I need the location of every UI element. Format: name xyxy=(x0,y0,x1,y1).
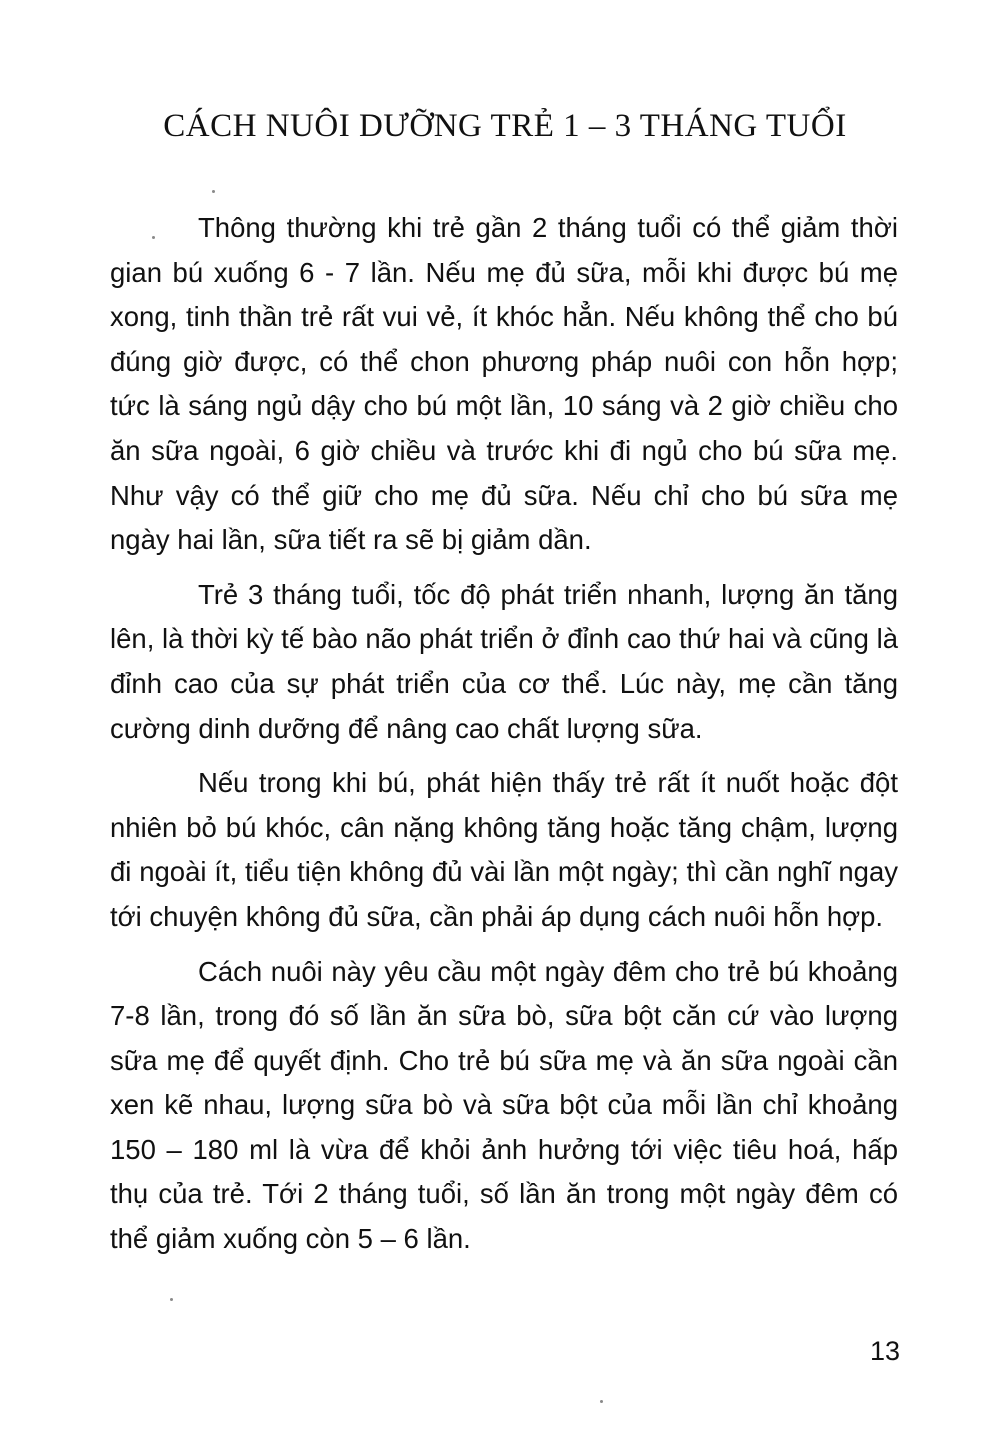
paragraph-3: Nếu trong khi bú, phát hiện thấy trẻ rất ít nuốt hoặc đột nhiên bỏ bú khóc, cân nặng không tăng hoặc tăng chậm, lượng đi ngoài ít, tiểu tiện không đủ vài lần một ngày; thì cần nghĩ ngay tới chuyện không đủ sữa, cần phải áp dụng cách nuôi hỗn hợp. xyxy=(110,767,898,932)
scan-speck xyxy=(170,1298,173,1301)
page-title: CÁCH NUÔI DƯỠNG TRẺ 1 – 3 THÁNG TUỔI xyxy=(163,108,847,144)
paragraph-2: Trẻ 3 tháng tuổi, tốc độ phát triển nhanh, lượng ăn tăng lên, là thời kỳ tế bào não phát triển ở đỉnh cao thứ hai và cũng là đỉnh cao của sự phát triển của cơ thể. Lúc này, mẹ cần tăng cường dinh dưỡng để nâng cao chất lượng sữa. xyxy=(110,578,898,744)
scan-speck xyxy=(152,236,155,239)
page-number: 13 xyxy=(869,1336,900,1366)
body-text xyxy=(110,206,898,1272)
paragraph-1: Thông thường khi trẻ gần 2 tháng tuổi có thể giảm thời gian bú xuống 6 - 7 lần. Nếu mẹ đủ sữa, mỗi khi được bú mẹ xong, tinh thần trẻ rất vui vẻ, ít khóc hẳn. Nếu không thể cho bú đúng giờ được, có thể chon phương pháp nuôi con hỗn hợp; tức là sáng ngủ dậy cho bú một lần, 10 sáng và 2 giờ chiều cho ăn sữa ngoài, 6 giờ chiều và trước khi đi ngủ cho bú sữa mẹ. Như vậy có thể giữ cho mẹ đủ sữa. Nếu chỉ cho bú sữa mẹ ngày hai lần, sữa tiết ra sẽ bị giảm dần. xyxy=(110,212,898,556)
scan-speck xyxy=(600,1400,603,1403)
scan-speck xyxy=(212,190,215,193)
paragraph-4: Cách nuôi này yêu cầu một ngày đêm cho trẻ bú khoảng 7-8 lần, trong đó số lần ăn sữa bò, sữa bột căn cứ vào lượng sữa mẹ để quyết định. Cho trẻ bú sữa mẹ và ăn sữa ngoài cần xen kẽ nhau, lượng sữa bò và sữa bột của mỗi lần chỉ khoảng 150 – 180 ml là vừa để khỏi ảnh hưởng tới việc tiêu hoá, hấp thụ của trẻ. Tới 2 tháng tuổi, số lần ăn trong một ngày đêm có thể giảm xuống còn 5 – 6 lần. xyxy=(110,955,898,1255)
